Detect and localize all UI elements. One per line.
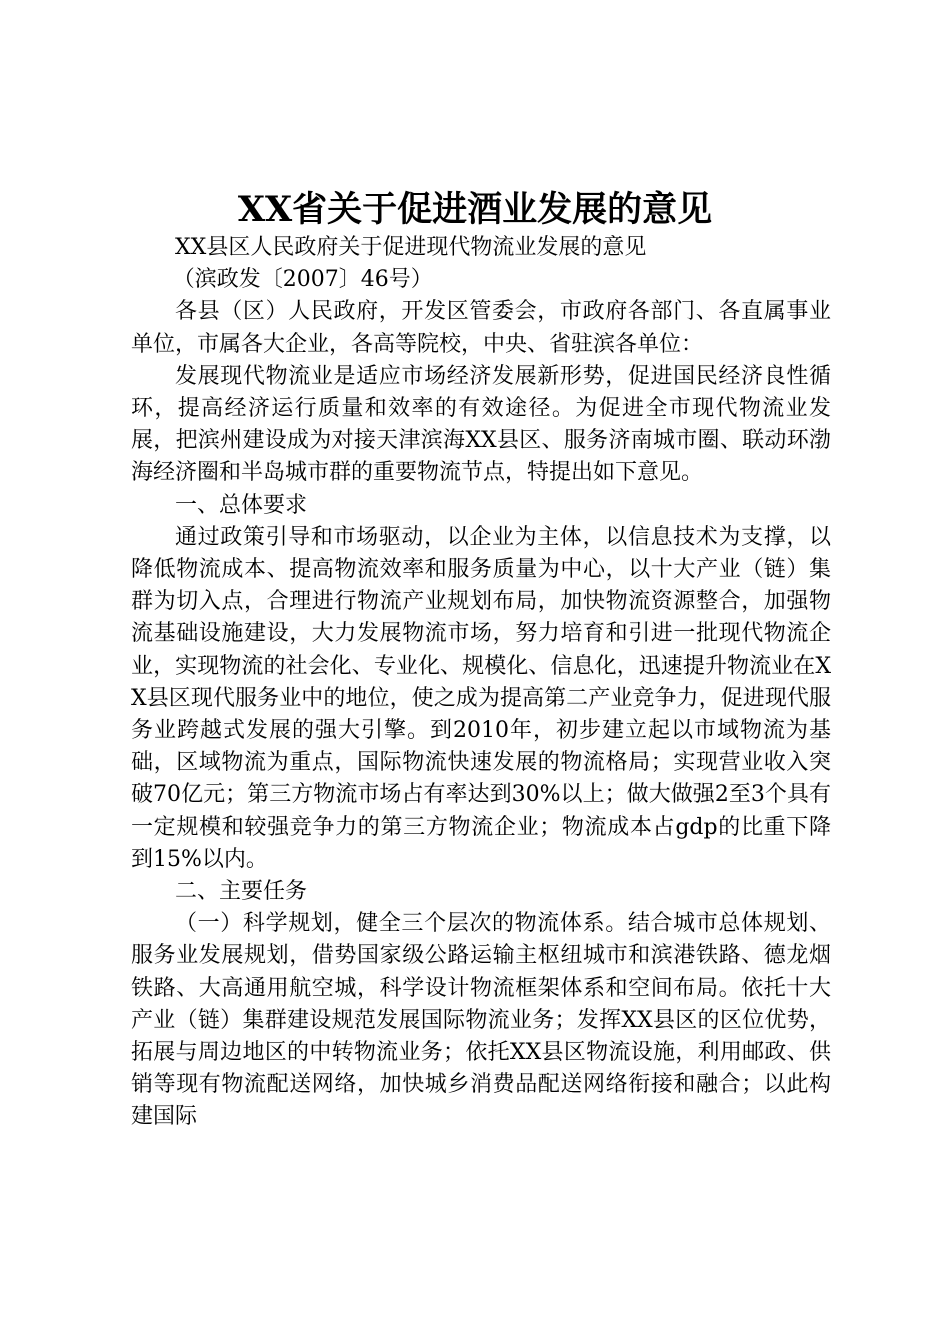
document-reference-number: （滨政发〔2007〕46号） bbox=[172, 267, 433, 293]
general-requirements-paragraph: 通过政策引导和市场驱动，以企业为主体，以信息技术为支撑，以降低物流成本、提高物流效率和服务质量为中心，以十大产业（链）集群为切入点，合理进行物流产业规划布局，加快物流资源整合，加强物流基础设施建设，大力发展物流市场，努力培育和引进一批现代物流企业，实现物流的社会化、专业化、规模化、信息化，迅速提升物流业在XX县区现代服务业中的地位，使之成为提高第二产业竞争力，促进现代服务业跨越式发展的强大引擎。到2010年，初步建立起以市域物流为基础，区域物流为重点，国际物流快速发展的物流格局；实现营业收入突破70亿元；第三方物流市场占有率达到30%以上；做大做强2至3个具有一定规模和较强竞争力的第三方物流企业；物流成本占gdp的比重下降到15%以内。 bbox=[131, 524, 831, 872]
addressee-paragraph: 各县（区）人民政府，开发区管委会，市政府各部门、各直属事业单位，市属各大企业，各高等院校，中央、省驻滨各单位： bbox=[131, 299, 831, 357]
intro-paragraph: 发展现代物流业是适应市场经济发展新形势，促进国民经济良性循环，提高经济运行质量和效率的有效途径。为促进全市现代物流业发展，把滨州建设成为对接天津滨海XX县区、服务济南城市圈、联动环渤海经济圈和半岛城市群的重要物流节点，特提出如下意见。 bbox=[131, 363, 831, 486]
document-body bbox=[131, 232, 831, 1134]
document-title: XX省关于促进酒业发展的意见 bbox=[237, 189, 713, 230]
section-heading-1: 一、总体要求 bbox=[175, 492, 308, 518]
section-heading-2: 二、主要任务 bbox=[175, 879, 308, 905]
task-1-paragraph: （一）科学规划，健全三个层次的物流体系。结合城市总体规划、服务业发展规划，借势国家级公路运输主枢纽城市和滨港铁路、德龙烟铁路、大高通用航空城，科学设计物流框架体系和空间布局。依托十大产业（链）集群建设规范发展国际物流业务；发挥XX县区的区位优势，拓展与周边地区的中转物流业务；依托XX县区物流设施，利用邮政、供销等现有物流配送网络，加快城乡消费品配送网络衔接和融合；以此构建国际 bbox=[131, 911, 831, 1130]
sub-title: XX县区人民政府关于促进现代物流业发展的意见 bbox=[175, 235, 647, 260]
